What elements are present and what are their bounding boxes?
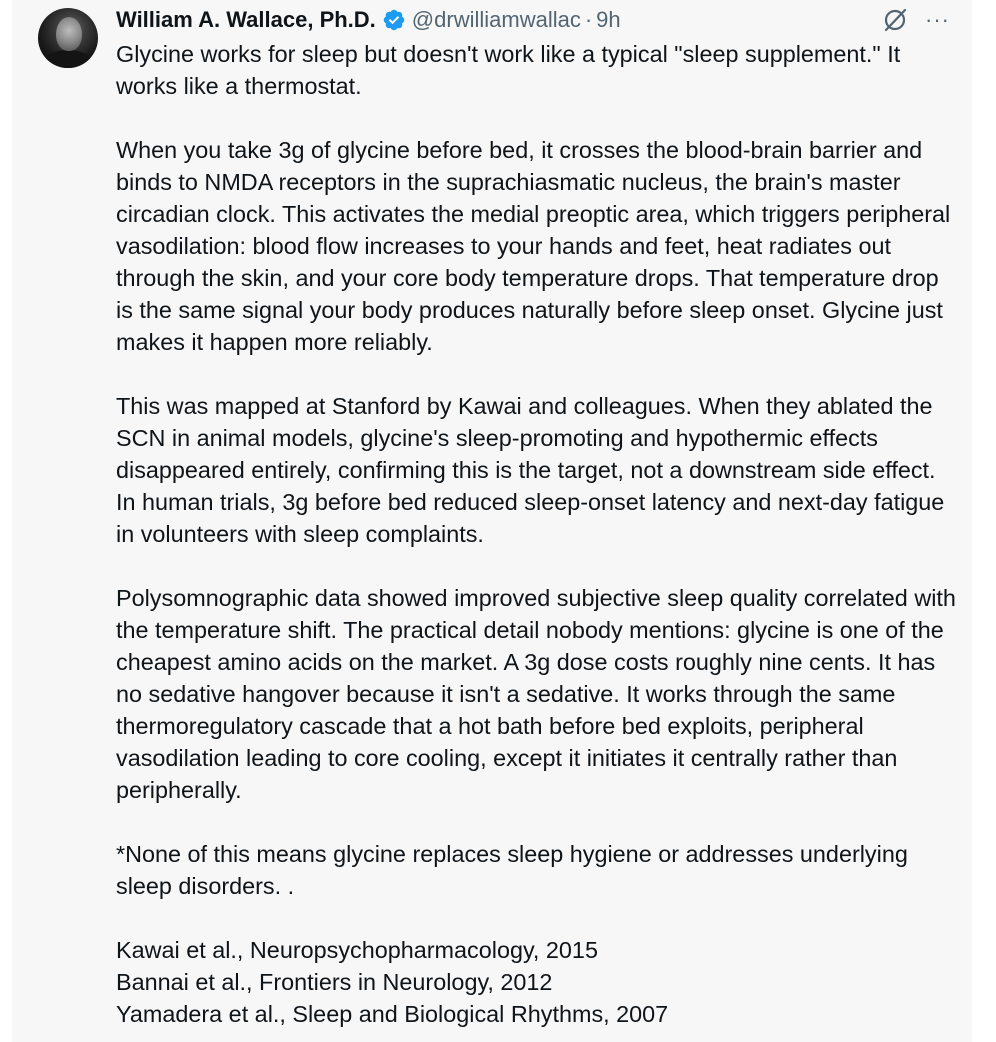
- author-handle[interactable]: @drwilliamwallac: [411, 7, 581, 32]
- post-paragraph: Polysomnographic data showed improved subjective sleep quality correlated with the temperature shift. The practical detail nobody mentions: glycine is one of the cheapest amino acids on the market. A 3g dose costs roughly nine cents. It has no sedative hangover because it isn't a sedative. It works through the same thermoregulatory cascade that a hot bath before bed exploits, peripheral vasodilation leading to core cooling, except it initiates it centrally rather than peripherally.: [116, 585, 963, 803]
- avatar-face: [56, 17, 82, 51]
- reference-item: Yamadera et al., Sleep and Biological Rhythms, 2007: [116, 1001, 669, 1027]
- separator-dot: ·: [584, 7, 593, 32]
- author-name[interactable]: William A. Wallace, Ph.D.: [116, 7, 376, 32]
- post-time[interactable]: 9h: [596, 7, 621, 32]
- reference-item: Kawai et al., Neuropsychopharmacology, 2015: [116, 937, 598, 963]
- post-paragraph: *None of this means glycine replaces sleep hygiene or addresses underlying sleep disorders. .: [116, 841, 915, 899]
- post-paragraph: When you take 3g of glycine before bed, it crosses the blood-brain barrier and binds to NMDA receptors in the suprachiasmatic nucleus, the brain's master circadian clock. This activates the medial preoptic area, which triggers peripheral vasodilation: blood flow increases to your hands and feet, heat radiates out through the skin, and your core body temperature drops. That temperature drop is the same signal your body produces naturally before sleep onset. Glycine just makes it happen more reliably.: [116, 137, 957, 355]
- post-card[interactable]: [12, 0, 972, 1042]
- grok-icon[interactable]: [881, 6, 909, 34]
- post-paragraph: Glycine works for sleep but doesn't work like a typical "sleep supplement." It works like a thermostat.: [116, 41, 907, 99]
- post-paragraph: This was mapped at Stanford by Kawai and colleagues. When they ablated the SCN in animal models, glycine's sleep-promoting and hypothermic effects disappeared entirely, confirming this is the target, not a downstream side effect. In human trials, 3g before bed reduced sleep-onset latency and next-day fatigue in volunteers with sleep complaints.: [116, 393, 951, 547]
- post-header: [116, 4, 621, 36]
- more-icon[interactable]: ···: [925, 7, 950, 32]
- avatar-shoulders: [42, 50, 94, 68]
- post-actions-top: [881, 6, 950, 34]
- reference-item: Bannai et al., Frontiers in Neurology, 2012: [116, 969, 553, 995]
- post-body: [116, 38, 961, 1030]
- avatar[interactable]: [38, 8, 98, 68]
- references-list: [116, 934, 961, 1030]
- verified-badge-icon[interactable]: [382, 8, 406, 32]
